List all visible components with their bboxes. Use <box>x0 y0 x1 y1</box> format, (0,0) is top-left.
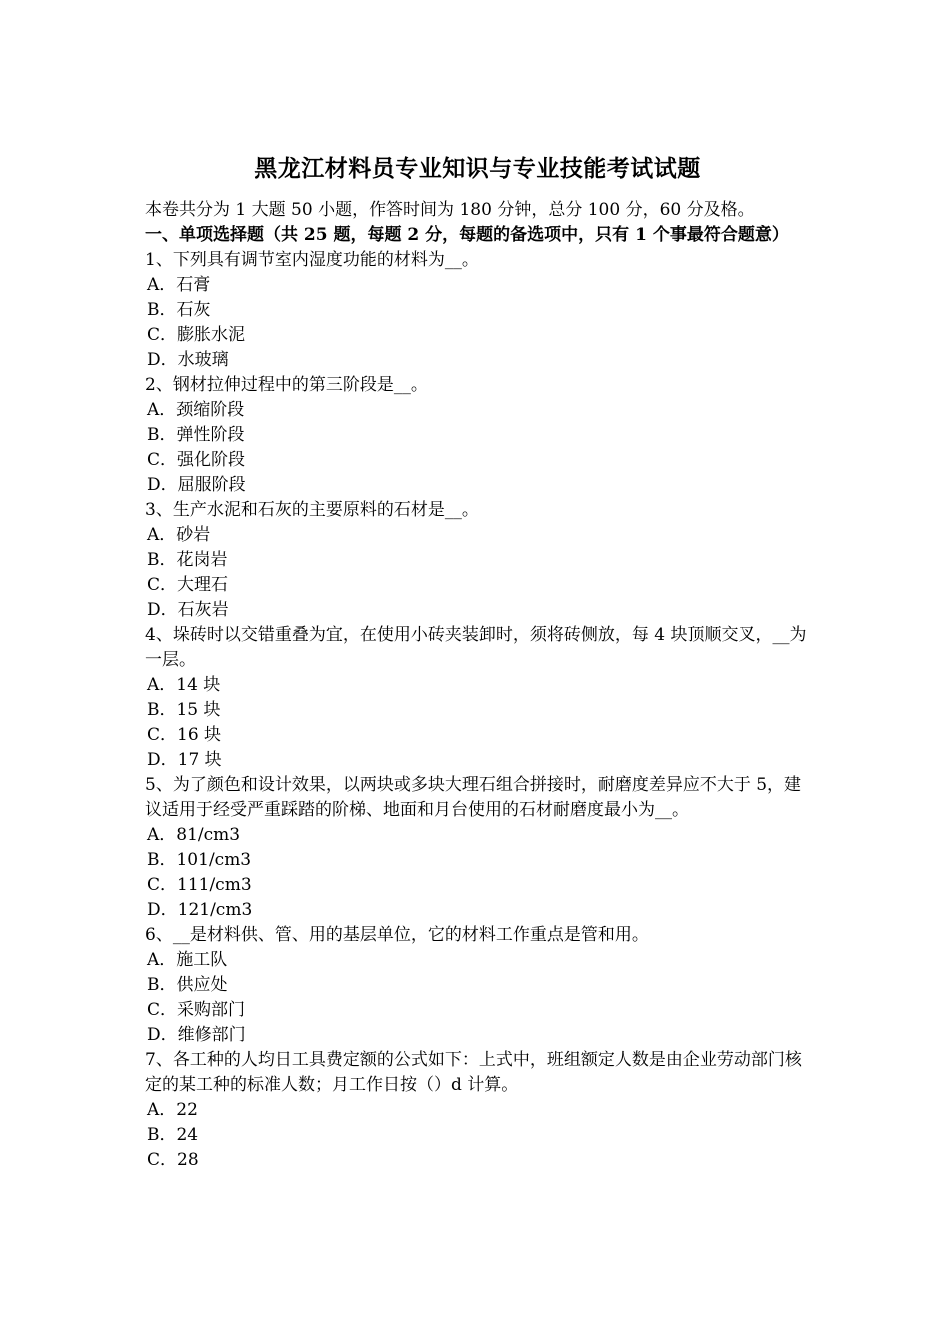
option-a: A．22 <box>147 1100 198 1120</box>
option-a: A．施工队 <box>147 950 228 970</box>
question-1 <box>145 248 810 373</box>
question-stem: 3、生产水泥和石灰的主要原料的石材是__。 <box>145 500 479 520</box>
question-2 <box>145 373 810 498</box>
option-a: A．颈缩阶段 <box>147 400 245 420</box>
option-c: C．大理石 <box>147 575 229 595</box>
option-b: B．15 块 <box>147 700 221 720</box>
option-a: A．砂岩 <box>147 525 211 545</box>
question-list <box>145 248 810 1173</box>
option-a: A．石膏 <box>147 275 211 295</box>
question-stem: 5、为了颜色和设计效果，以两块或多块大理石组合拼接时，耐磨度差异应不大于 5，建议适用于经受严重踩踏的阶梯、地面和月台使用的石材耐磨度最小为__。 <box>145 775 802 820</box>
option-c: C．16 块 <box>147 725 222 745</box>
option-d: D．维修部门 <box>147 1025 246 1045</box>
option-d: D．121/cm3 <box>147 900 253 920</box>
option-d: D．水玻璃 <box>147 350 229 370</box>
option-a: A．81/cm3 <box>147 825 241 845</box>
option-c: C．28 <box>147 1150 199 1170</box>
question-stem: 2、钢材拉伸过程中的第三阶段是__。 <box>145 375 428 395</box>
option-b: B．供应处 <box>147 975 228 995</box>
question-stem: 1、下列具有调节室内湿度功能的材料为__。 <box>145 250 479 270</box>
question-3 <box>145 498 810 623</box>
question-4 <box>145 623 810 773</box>
exam-intro: 本卷共分为 1 大题 50 小题，作答时间为 180 分钟，总分 100 分，60 分及格。 <box>145 200 755 220</box>
option-c: C．膨胀水泥 <box>147 325 246 345</box>
question-6 <box>145 923 810 1048</box>
page-title: 黑龙江材料员专业知识与专业技能考试试题 <box>254 155 701 182</box>
option-b: B．弹性阶段 <box>147 425 245 445</box>
option-d: D．屈服阶段 <box>147 475 246 495</box>
document-content <box>145 150 810 1173</box>
question-5 <box>145 773 810 923</box>
question-stem: 4、垛砖时以交错重叠为宜，在使用小砖夹装卸时，须将砖侧放，每 4 块顶顺交叉，__为一层。 <box>145 625 807 670</box>
option-a: A．14 块 <box>147 675 221 695</box>
question-stem: 6、__是材料供、管、用的基层单位，它的材料工作重点是管和用。 <box>145 925 649 945</box>
option-d: D．17 块 <box>147 750 222 770</box>
section-heading: 一、单项选择题（共 25 题，每题 2 分，每题的备选项中，只有 1 个事最符合题意） <box>145 225 789 245</box>
question-stem: 7、各工种的人均日工具费定额的公式如下：上式中，班组额定人数是由企业劳动部门核定的某工种的标准人数；月工作日按（）d 计算。 <box>145 1050 802 1095</box>
option-b: B．石灰 <box>147 300 211 320</box>
option-b: B．101/cm3 <box>147 850 252 870</box>
option-b: B．24 <box>147 1125 199 1145</box>
option-c: C．111/cm3 <box>147 875 252 895</box>
option-c: C．采购部门 <box>147 1000 246 1020</box>
option-d: D．石灰岩 <box>147 600 229 620</box>
option-c: C．强化阶段 <box>147 450 246 470</box>
question-7 <box>145 1048 810 1173</box>
option-b: B．花岗岩 <box>147 550 228 570</box>
